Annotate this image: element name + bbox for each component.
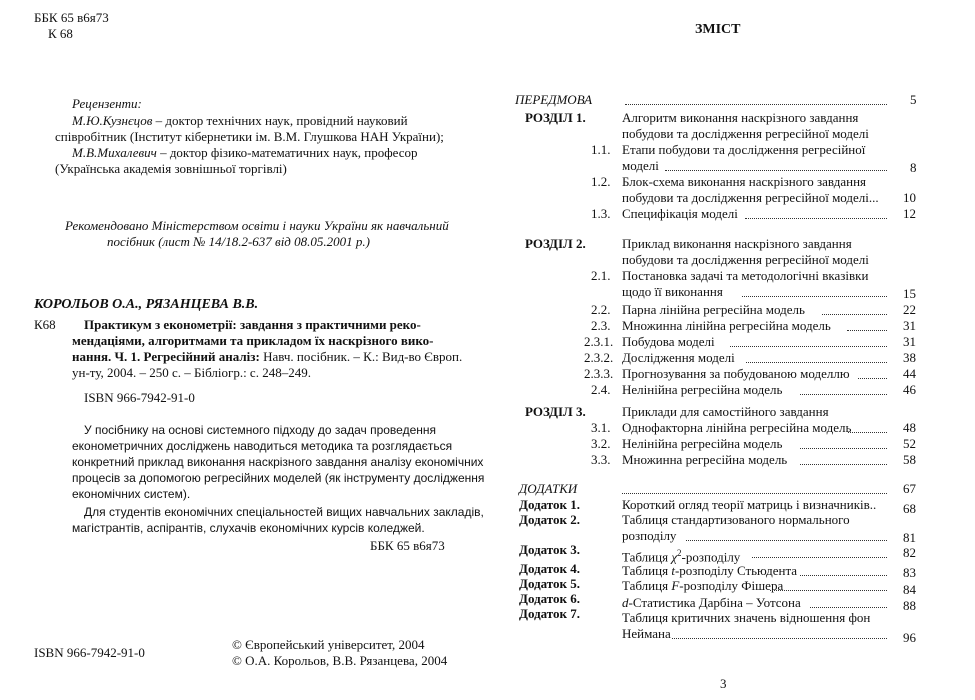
toc-appendix-4-symbol: t bbox=[671, 563, 675, 578]
book-title-line-3 bbox=[72, 349, 462, 365]
toc-item-3-1-page: 48 bbox=[903, 420, 916, 435]
book-title-part: нання. Ч. 1. Регресійний аналіз: bbox=[72, 349, 260, 364]
reviewer-1-line-2: співробітник (Інститут кібернетики ім. В.М. Глушкова НАН України); bbox=[55, 129, 444, 144]
toc-appendix-4-pre: Таблиця bbox=[622, 563, 672, 578]
toc-appendix-5-pre: Таблиця bbox=[622, 578, 672, 593]
toc-appendix-1-page: 68 bbox=[903, 501, 916, 516]
reviewer-1-line-1 bbox=[72, 113, 408, 129]
toc-item-1-3-line-1: Специфікація моделі bbox=[622, 206, 738, 221]
toc-foreword-label: ПЕРЕДМОВА bbox=[515, 92, 593, 107]
toc-item-2-1-line-2: щодо її виконання bbox=[622, 284, 723, 299]
audience-line-1: Для студентів економічних спеціальностей вищих навчальних закладів, bbox=[84, 505, 484, 519]
toc-dot-leader bbox=[742, 296, 887, 297]
reviewers-heading: Рецензенти: bbox=[72, 96, 142, 111]
toc-item-3-3-num: 3.3. bbox=[591, 452, 611, 467]
toc-item-1-1-line-2: моделі bbox=[622, 158, 659, 173]
toc-dot-leader bbox=[810, 607, 887, 608]
toc-item-1-2-line-2: побудови та дослідження регресійної моделі... bbox=[622, 190, 879, 205]
toc-item-1-1-num: 1.1. bbox=[591, 142, 611, 157]
toc-item-1-2-line-1: Блок-схема виконання наскрізного завдання bbox=[622, 174, 867, 189]
toc-appendix-3-symbol: χ bbox=[671, 549, 678, 565]
toc-foreword-page: 5 bbox=[910, 92, 917, 107]
page-number: 3 bbox=[720, 676, 727, 691]
toc-item-2-3-1-page: 31 bbox=[903, 334, 916, 349]
toc-item-1-3-num: 1.3. bbox=[591, 206, 611, 221]
toc-section-2-label: РОЗДІЛ 2. bbox=[525, 236, 586, 251]
k-code: К 68 bbox=[48, 26, 73, 41]
book-title-line-2: мендаціями, алгоритмами та прикладом їх наскрізного вико- bbox=[72, 333, 434, 348]
reviewer-2-line-2: (Українська академія зовнішньої торгівлі) bbox=[55, 161, 287, 176]
toc-item-3-3-page: 58 bbox=[903, 452, 916, 467]
reviewer-1-title: – доктор технічних наук, провідний науковий bbox=[152, 113, 408, 128]
toc-appendix-2-page: 81 bbox=[903, 530, 916, 545]
book-title-line-1: Практикум з економетрії: завдання з практичними реко- bbox=[84, 317, 421, 332]
toc-dot-leader bbox=[752, 557, 887, 558]
toc-section-2-title-1: Приклад виконання наскрізного завдання bbox=[622, 236, 852, 251]
book-title-line-4: ун-ту, 2004. – 250 с. – Бібліогр.: с. 248–249. bbox=[72, 365, 311, 380]
toc-item-2-3-2-num: 2.3.2. bbox=[584, 350, 614, 365]
toc-item-2-1-line-1: Постановка задачі та методологічні вказівки bbox=[622, 268, 869, 283]
reviewer-2-title: – доктор фізико-математичних наук, професор bbox=[156, 145, 418, 160]
toc-item-3-1-num: 3.1. bbox=[591, 420, 611, 435]
toc-dot-leader bbox=[672, 638, 887, 639]
reviewer-1-name: М.Ю.Кузнєцов bbox=[72, 113, 153, 128]
toc-appendix-3-sup: 2 bbox=[677, 548, 682, 558]
toc-appendix-5-page: 84 bbox=[903, 582, 916, 597]
toc-dot-leader bbox=[625, 104, 887, 105]
toc-heading: ЗМІСТ bbox=[695, 22, 741, 37]
toc-item-2-3-1-num: 2.3.1. bbox=[584, 334, 614, 349]
toc-dot-leader bbox=[665, 170, 887, 171]
abstract-line-3: конкретний приклад виконання наскрізного завдання аналізу економічних bbox=[72, 455, 484, 469]
toc-item-2-4-num: 2.4. bbox=[591, 382, 611, 397]
toc-item-2-2-page: 22 bbox=[903, 302, 916, 317]
toc-item-2-3-num: 2.3. bbox=[591, 318, 611, 333]
audience-line-2: магістрантів, аспірантів, слухачів економічних курсів коледжей. bbox=[72, 521, 425, 535]
toc-item-2-1-page: 15 bbox=[903, 286, 916, 301]
toc-appendix-3-post: -розподілу bbox=[681, 549, 741, 565]
toc-dot-leader bbox=[847, 330, 887, 331]
toc-appendix-2-label: Додаток 2. bbox=[519, 512, 581, 527]
toc-appendix-4-text bbox=[622, 563, 797, 579]
library-code: К68 bbox=[34, 317, 56, 332]
toc-item-3-2-page: 52 bbox=[903, 436, 916, 451]
toc-item-1-1-page: 8 bbox=[910, 160, 917, 175]
toc-section-1-title-2: побудови та дослідження регресійної моделі bbox=[622, 126, 869, 141]
toc-section-3-title: Приклади для самостійного завдання bbox=[622, 404, 829, 419]
toc-item-1-3-page: 12 bbox=[903, 206, 916, 221]
toc-item-2-3-3-page: 44 bbox=[903, 366, 916, 381]
toc-appendix-2-line-1: Таблиця стандартизованого нормального bbox=[622, 512, 850, 527]
toc-item-3-1-line-1: Однофакторна лінійна регресійна модель bbox=[622, 420, 852, 435]
toc-appendix-3-pre: Таблиця bbox=[622, 549, 672, 565]
toc-appendix-7-label: Додаток 7. bbox=[519, 606, 581, 621]
toc-appendix-page: 67 bbox=[903, 481, 916, 496]
toc-dot-leader bbox=[745, 218, 887, 219]
toc-dot-leader bbox=[622, 493, 887, 494]
toc-appendix-7-line-1: Таблиця критичних значень відношення фон bbox=[622, 610, 871, 625]
toc-appendix-7-line-2: Неймана bbox=[622, 626, 671, 641]
toc-appendix-4-page: 83 bbox=[903, 565, 916, 580]
toc-item-3-3-line-1: Множинна регресійна модель bbox=[622, 452, 788, 467]
bbk-code-top: ББК 65 в6я73 bbox=[34, 10, 109, 25]
toc-appendix-1-text: Короткий огляд теорії матриць і визначників.. bbox=[622, 497, 877, 512]
toc-item-1-2-num: 1.2. bbox=[591, 174, 611, 189]
toc-item-3-2-line-1: Нелінійна регресійна модель bbox=[622, 436, 783, 451]
toc-dot-leader bbox=[686, 540, 887, 541]
toc-appendix-6-label: Додаток 6. bbox=[519, 591, 581, 606]
toc-dot-leader bbox=[730, 346, 887, 347]
toc-dot-leader bbox=[848, 432, 887, 433]
toc-item-2-2-num: 2.2. bbox=[591, 302, 611, 317]
toc-appendix-6-page: 88 bbox=[903, 598, 916, 613]
toc-item-1-1-line-1: Етапи побудови та дослідження регресійної bbox=[622, 142, 866, 157]
toc-appendix-5-post: -розподілу Фішера bbox=[679, 578, 784, 593]
toc-item-2-3-2-page: 38 bbox=[903, 350, 916, 365]
toc-item-2-3-3-line-1: Прогнозування за побудованою моделлю bbox=[622, 366, 850, 381]
publisher-info: Навч. посібник. – К.: Вид-во Європ. bbox=[259, 349, 463, 364]
toc-dot-leader bbox=[800, 464, 887, 465]
toc-item-2-4-line-1: Нелінійна регресійна модель bbox=[622, 382, 783, 397]
abstract-line-2: економетричних досліджень наводиться методика та розглядається bbox=[72, 439, 453, 453]
abstract-line-1: У посібнику на основі системного підходу до задач проведення bbox=[84, 423, 436, 437]
toc-appendix-6-symbol: d bbox=[622, 595, 629, 610]
recommendation-line-1: Рекомендовано Міністерством освіти і науки України як навчальний bbox=[65, 218, 449, 233]
toc-dot-leader bbox=[800, 575, 887, 576]
bbk-code-bottom: ББК 65 в6я73 bbox=[370, 538, 445, 553]
isbn-middle: ISBN 966-7942-91-0 bbox=[84, 390, 195, 405]
toc-item-3-2-num: 3.2. bbox=[591, 436, 611, 451]
toc-dot-leader bbox=[770, 590, 887, 591]
toc-item-2-3-page: 31 bbox=[903, 318, 916, 333]
toc-section-3-label: РОЗДІЛ 3. bbox=[525, 404, 586, 419]
reviewer-2-line-1 bbox=[72, 145, 418, 161]
toc-item-2-3-2-line-1: Дослідження моделі bbox=[622, 350, 735, 365]
toc-appendix-2-line-2: розподілу bbox=[622, 528, 677, 543]
toc-appendix-label: ДОДАТКИ bbox=[519, 481, 578, 496]
copyright-university: © Європейський університет, 2004 bbox=[232, 637, 425, 652]
reviewer-2-name: М.В.Михалевич bbox=[72, 145, 157, 160]
toc-section-1-label: РОЗДІЛ 1. bbox=[525, 110, 586, 125]
toc-appendix-7-page: 96 bbox=[903, 630, 916, 645]
toc-dot-leader bbox=[800, 448, 887, 449]
toc-item-2-2-line-1: Парна лінійна регресійна модель bbox=[622, 302, 805, 317]
toc-appendix-6-text bbox=[622, 595, 801, 611]
toc-item-2-3-1-line-1: Побудова моделі bbox=[622, 334, 715, 349]
toc-appendix-5-label: Додаток 5. bbox=[519, 576, 581, 591]
toc-appendix-4-post: -розподілу Стьюдента bbox=[674, 563, 798, 578]
toc-section-2-title-2: побудови та дослідження регресійної моделі bbox=[622, 252, 869, 267]
toc-item-2-3-line-1: Множинна лінійна регресійна модель bbox=[622, 318, 831, 333]
toc-item-2-3-3-num: 2.3.3. bbox=[584, 366, 614, 381]
toc-dot-leader bbox=[858, 378, 887, 379]
toc-dot-leader bbox=[822, 314, 887, 315]
toc-appendix-4-label: Додаток 4. bbox=[519, 561, 581, 576]
recommendation-line-2: посібник (лист № 14/18.2-637 від 08.05.2001 р.) bbox=[107, 234, 370, 249]
authors: КОРОЛЬОВ О.А., РЯЗАНЦЕВА В.В. bbox=[34, 297, 259, 312]
toc-appendix-6-post: -Статистика Дарбіна – Уотсона bbox=[628, 595, 801, 610]
toc-dot-leader bbox=[800, 394, 887, 395]
toc-dot-leader bbox=[746, 362, 887, 363]
abstract-line-5: економічних систем). bbox=[72, 487, 191, 501]
toc-item-2-4-page: 46 bbox=[903, 382, 916, 397]
copyright-authors: © О.А. Корольов, В.В. Рязанцева, 2004 bbox=[232, 653, 448, 668]
abstract-line-4: процесів за допомогою регресійних моделей (як інструменту дослідження bbox=[72, 471, 485, 485]
toc-item-1-2-page: 10 bbox=[903, 190, 916, 205]
toc-appendix-3-label: Додаток 3. bbox=[519, 542, 581, 557]
toc-appendix-1-label: Додаток 1. bbox=[519, 497, 581, 512]
isbn-bottom: ISBN 966-7942-91-0 bbox=[34, 645, 145, 660]
toc-appendix-3-page: 82 bbox=[903, 545, 916, 560]
toc-appendix-5-text bbox=[622, 578, 783, 594]
toc-appendix-5-symbol: F bbox=[671, 578, 680, 593]
toc-section-1-title-1: Алгоритм виконання наскрізного завдання bbox=[622, 110, 859, 125]
toc-item-2-1-num: 2.1. bbox=[591, 268, 611, 283]
